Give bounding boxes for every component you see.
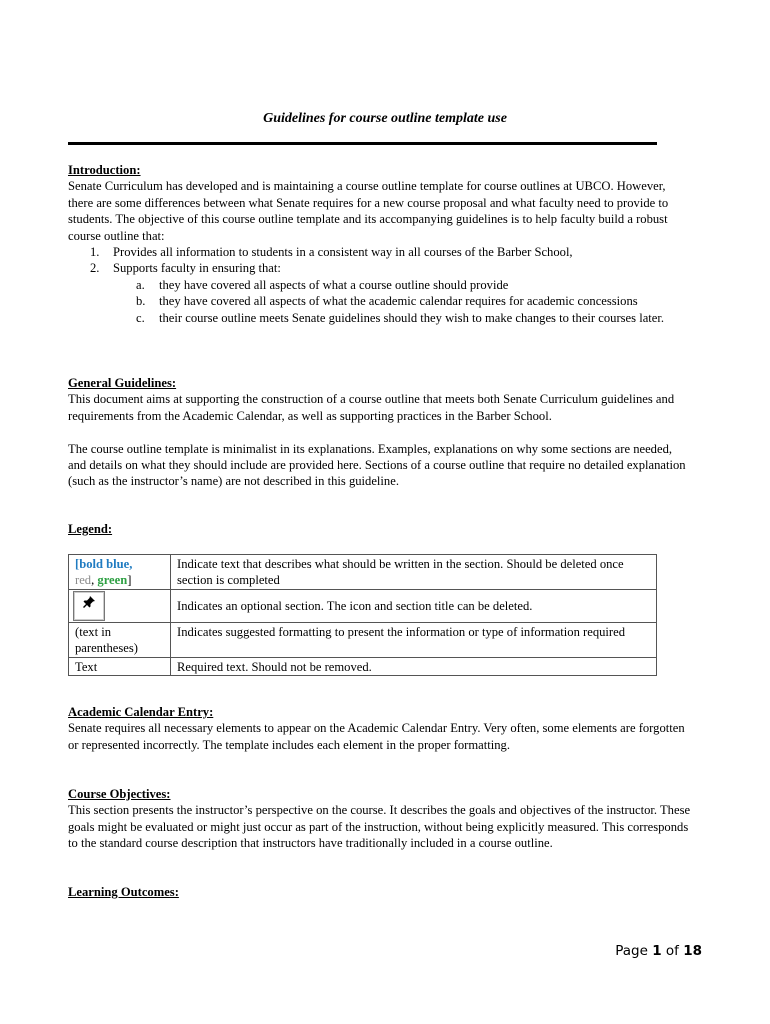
- legend-key-text: Text: [69, 657, 171, 675]
- legend-heading: Legend:: [68, 522, 113, 536]
- legend-table: [68, 554, 657, 676]
- course-objectives-paragraph: This section presents the instructor’s perspective on the course. It describes the goals and objectives of the instructor. These goals might be evaluated or might just occur as part of the instruction, without being explicitly measured. This corresponds to the standard course description that instructors have traditionally included in a course outline.: [68, 803, 691, 851]
- list-item-text: Provides all information to students in a consistent way in all courses of the Barber School,: [113, 245, 573, 260]
- legend-section: [68, 521, 693, 537]
- pushpin-icon: [73, 591, 105, 621]
- legend-description: Indicates suggested formatting to present the information or type of information required: [171, 622, 657, 657]
- page-total: 18: [683, 943, 702, 959]
- introduction-heading: Introduction:: [68, 163, 141, 177]
- list-number: 2.: [90, 261, 100, 276]
- introduction-sublist: [68, 277, 693, 326]
- list-item-text: their course outline meets Senate guidelines should they wish to make changes to their courses later.: [159, 310, 665, 325]
- table-row: [69, 622, 657, 657]
- page-current: 1: [652, 943, 662, 959]
- list-item-text: they have covered all aspects of what a course outline should provide: [159, 277, 509, 292]
- list-letter: a.: [136, 277, 145, 292]
- title-rule: [68, 142, 657, 145]
- list-letter: c.: [136, 310, 145, 325]
- general-guidelines-paragraph-2: The course outline template is minimalist in its explanations. Examples, explanations on why some sections are needed, and details on what they should include are provided here. Sections of a course outline that require no detailed explanation (such as the instructor’s name) are not described in this guideline.: [68, 441, 686, 489]
- legend-green-text: green: [97, 573, 128, 588]
- calendar-entry-section: [68, 704, 693, 753]
- list-number: 1.: [90, 245, 100, 260]
- legend-key-colored-text: [69, 555, 171, 590]
- legend-key-icon: [69, 589, 171, 622]
- legend-blue-text: [bold blue,: [75, 557, 133, 571]
- list-item: [68, 310, 693, 326]
- list-item-text: they have covered all aspects of what the academic calendar requires for academic concessions: [159, 294, 638, 309]
- page-number: [615, 943, 702, 959]
- document-title: Guidelines for course outline template use: [263, 111, 507, 126]
- legend-key-parentheses: (text in parentheses): [69, 622, 171, 657]
- list-item: [68, 244, 693, 260]
- course-objectives-heading: Course Objectives:: [68, 787, 171, 801]
- table-row: [69, 657, 657, 675]
- page-prefix: Page: [615, 943, 653, 959]
- table-row: [69, 555, 657, 590]
- calendar-entry-heading: Academic Calendar Entry:: [68, 705, 214, 719]
- introduction-paragraph: Senate Curriculum has developed and is maintaining a course outline template for course outlines at UBCO. However, there are some differences between what Senate requires for a new course proposal and what faculty need to provide to students. The objective of this course outline template and its accompanying guidelines is to help faculty build a robust course outline that:: [68, 179, 669, 243]
- page-of: of: [661, 943, 684, 959]
- calendar-entry-paragraph: Senate requires all necessary elements to appear on the Academic Calendar Entry. Very often, some elements are forgotten or represented incorrectly. The template includes each element in the proper formatting.: [68, 721, 685, 752]
- learning-outcomes-heading: Learning Outcomes:: [68, 885, 179, 899]
- course-objectives-section: [68, 786, 693, 852]
- table-row: [69, 589, 657, 622]
- legend-description: Indicates an optional section. The icon and section title can be deleted.: [171, 589, 657, 622]
- introduction-section: [68, 162, 693, 326]
- legend-description: Indicate text that describes what should be written in the section. Should be deleted once section is completed: [171, 555, 657, 590]
- list-item: [68, 293, 693, 309]
- list-item-text: Supports faculty in ensuring that:: [113, 261, 281, 276]
- general-guidelines-section: [68, 375, 693, 490]
- list-item: [68, 260, 693, 276]
- legend-red-text: red: [75, 573, 92, 588]
- legend-description: Required text. Should not be removed.: [171, 657, 657, 675]
- list-letter: b.: [136, 294, 146, 309]
- introduction-list: [68, 244, 693, 277]
- general-guidelines-paragraph-1: This document aims at supporting the construction of a course outline that meets both Senate Curriculum guidelines and requirements from the Academic Calendar, as well as supporting practices in the Barber School.: [68, 392, 675, 423]
- learning-outcomes-section: [68, 884, 693, 900]
- list-item: [68, 277, 693, 293]
- legend-comma: ,: [91, 573, 98, 588]
- general-guidelines-heading: General Guidelines:: [68, 376, 177, 390]
- legend-bracket: ]: [127, 573, 132, 588]
